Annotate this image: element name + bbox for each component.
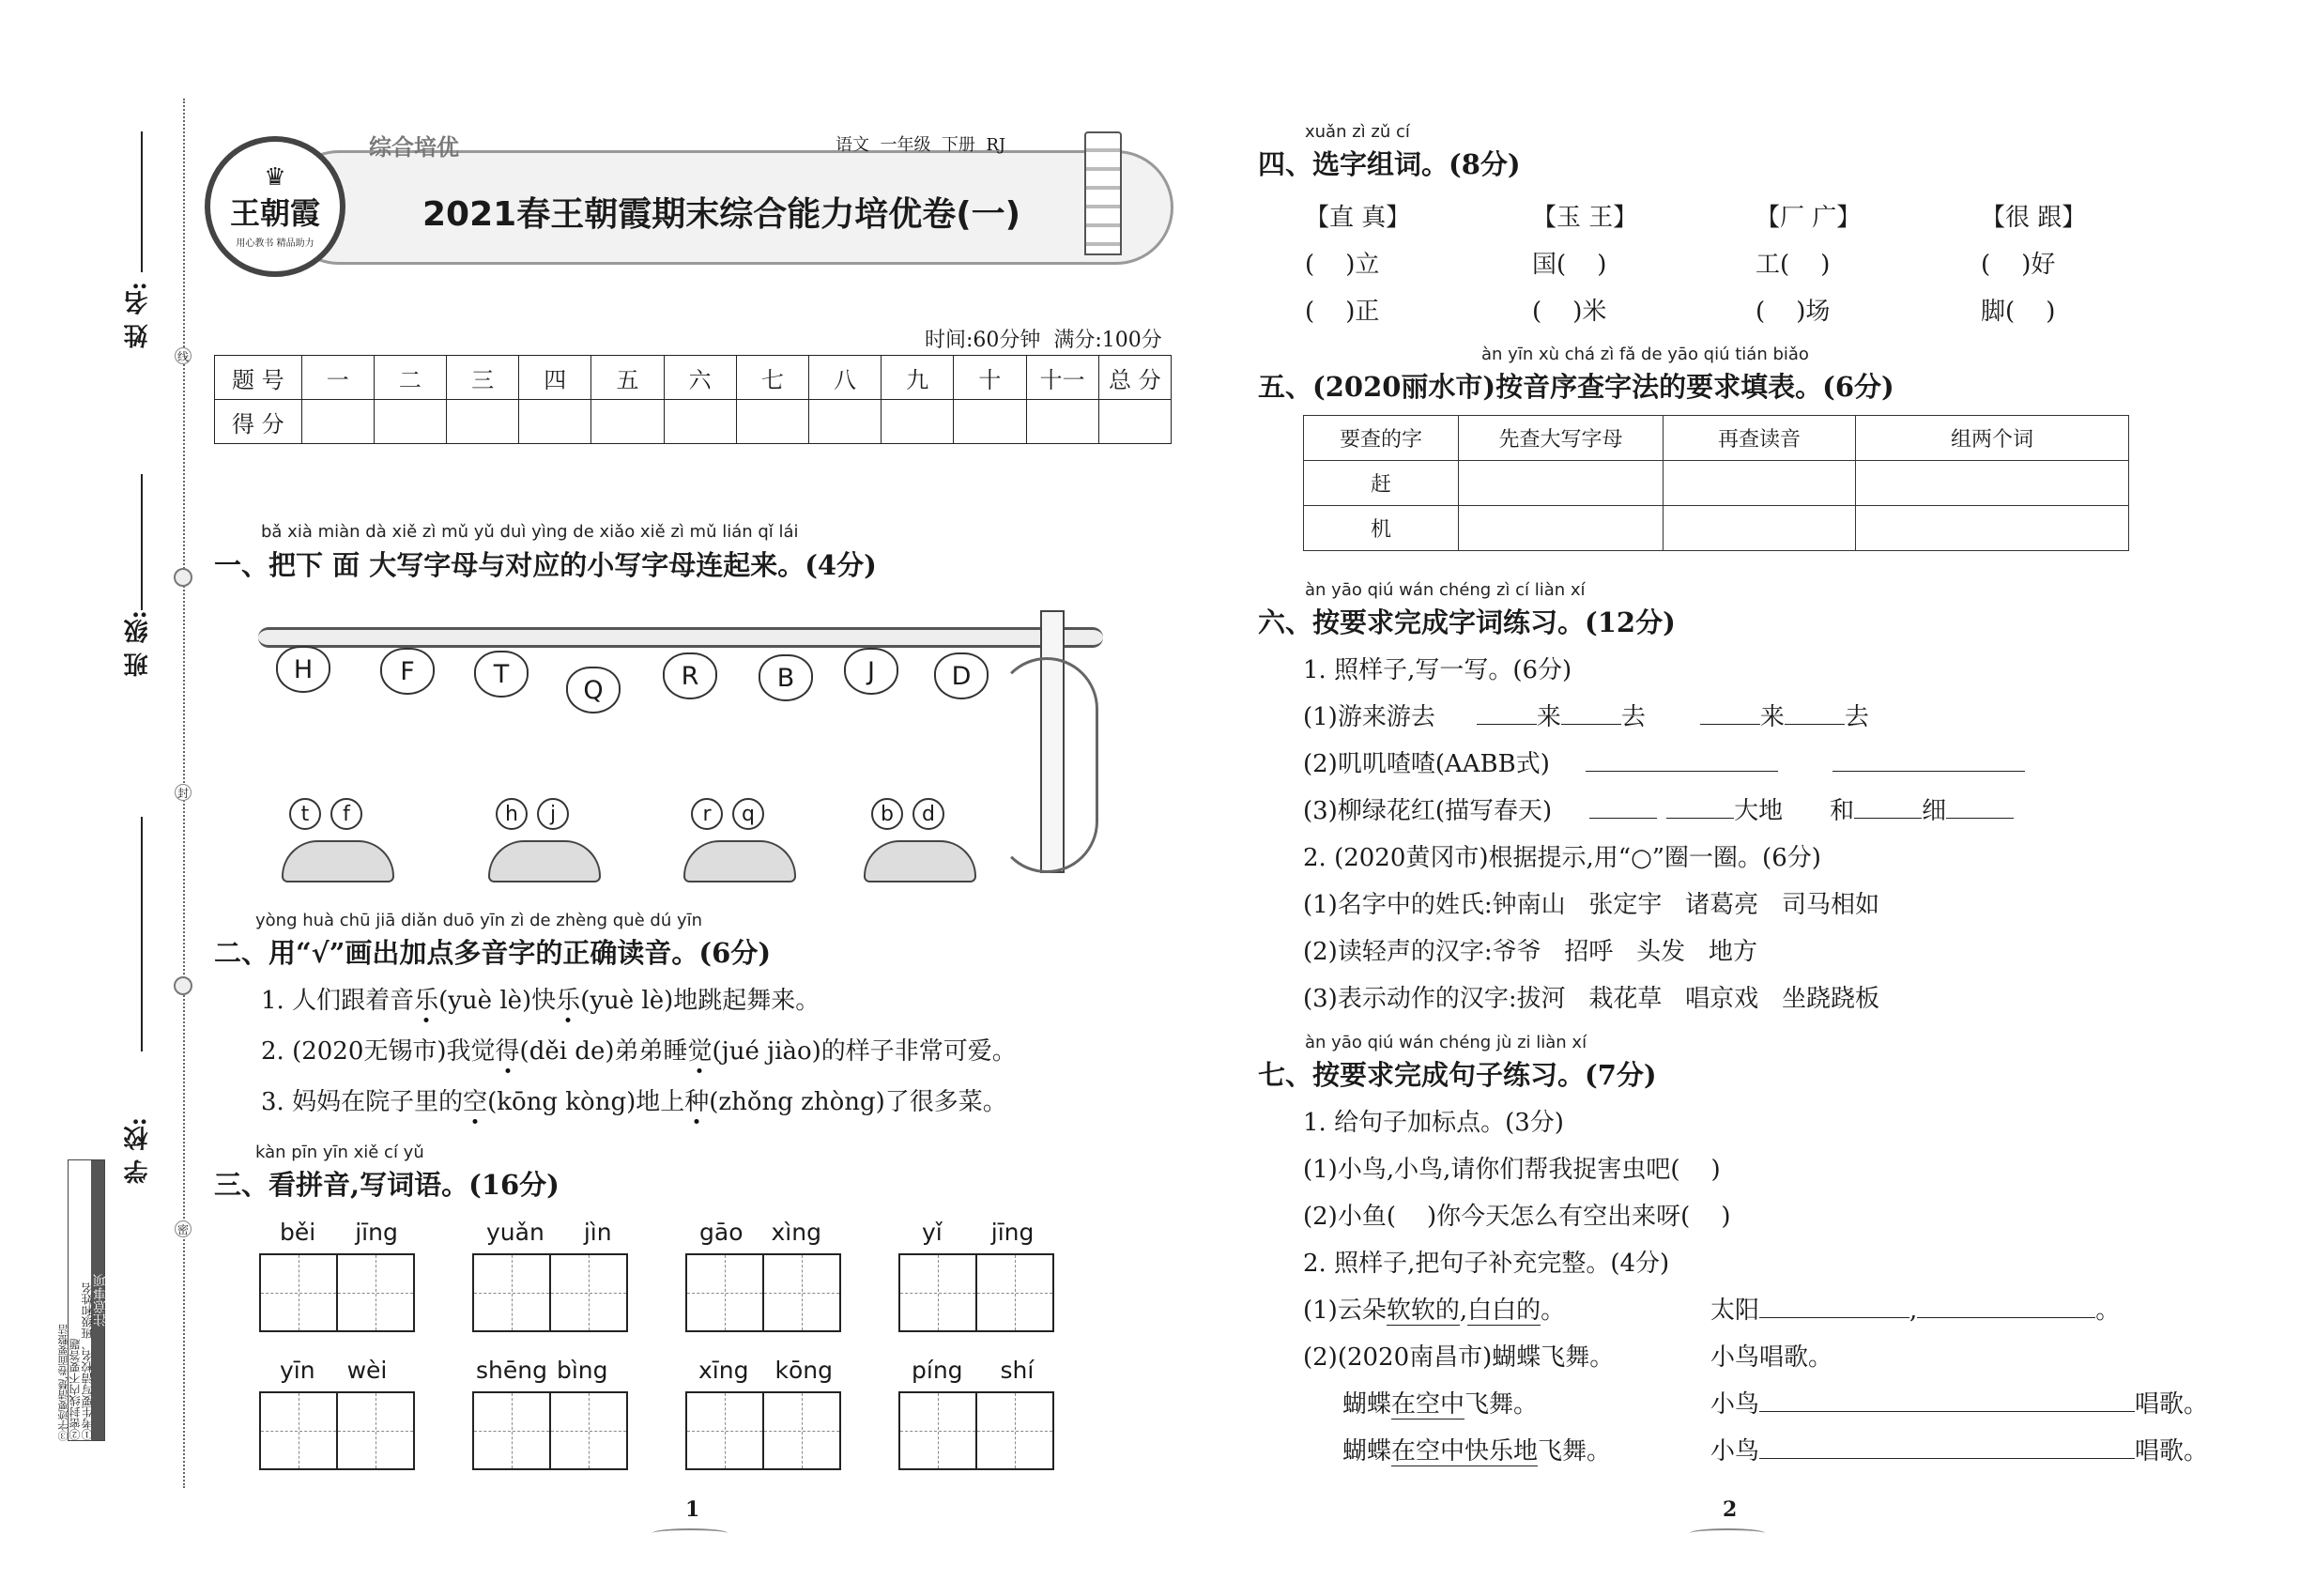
writing-cell[interactable] xyxy=(336,1391,415,1470)
writing-cell[interactable] xyxy=(472,1253,551,1332)
q4-head: 【厂 广】 xyxy=(1756,204,1862,232)
lookup-cell[interactable] xyxy=(1856,461,2129,506)
score-cell[interactable] xyxy=(519,400,591,444)
q1-pinyin: bǎ xià miàn dà xiě zì mǔ yǔ duì yìng de xiǎo xiě zì mǔ lián qǐ lái xyxy=(261,522,799,542)
word-grid xyxy=(898,1357,1052,1470)
lookup-table xyxy=(1303,415,2129,551)
q7-example-2b: 小鸟唱歌。 xyxy=(1710,1343,1833,1372)
q4-group xyxy=(1305,194,1410,335)
q7-answer-4: 小鸟 唱歌。 xyxy=(1710,1437,2209,1466)
score-col: 八 xyxy=(808,356,881,400)
flower-group xyxy=(488,798,601,882)
lowercase-letter[interactable]: b xyxy=(871,798,903,830)
score-header-row xyxy=(215,356,1172,400)
grid-pinyin: jìn xyxy=(583,1219,612,1246)
score-col: 二 xyxy=(374,356,446,400)
page-ornament-left xyxy=(652,1528,728,1538)
answer-blank[interactable] xyxy=(1700,724,1760,725)
q7-title: 七、按要求完成句子练习。(7分) xyxy=(1258,1059,1657,1091)
grid-pinyin: běi xyxy=(280,1219,316,1246)
uppercase-letter[interactable]: Q xyxy=(566,667,621,714)
score-col: 四 xyxy=(519,356,591,400)
lookup-header: 组两个词 xyxy=(1856,416,2129,461)
grid-pinyin: yīn xyxy=(280,1357,315,1384)
lookup-cell[interactable] xyxy=(1664,506,1856,551)
school-blank[interactable] xyxy=(141,817,143,1051)
writing-cell[interactable] xyxy=(762,1253,841,1332)
uppercase-letter[interactable]: R xyxy=(663,652,717,699)
word-grid xyxy=(472,1219,626,1332)
writing-cell[interactable] xyxy=(549,1391,628,1470)
q7-example-2: (2)(2020南昌市)蝴蝶飞舞。 xyxy=(1303,1343,1615,1372)
flower-leaves xyxy=(282,840,394,882)
q5-title: 五、(2020丽水市)按音序查字法的要求填表。(6分) xyxy=(1258,371,1894,403)
word-grid xyxy=(472,1357,626,1470)
q4-blank[interactable]: ( )米 xyxy=(1532,298,1607,326)
q6-part2-title: 2. (2020黄冈市)根据提示,用“○”圈一圈。(6分) xyxy=(1303,844,1821,872)
class-blank[interactable] xyxy=(141,474,143,610)
binding-hole-top xyxy=(174,568,192,587)
writing-cell[interactable] xyxy=(259,1391,338,1470)
answer-blank[interactable] xyxy=(1759,1458,2135,1459)
score-cell[interactable] xyxy=(374,400,446,444)
lowercase-letter[interactable]: j xyxy=(537,798,569,830)
answer-blank[interactable] xyxy=(1586,771,1778,772)
lookup-header: 要查的字 xyxy=(1304,416,1459,461)
q6-item-1: (1)游来游去 来 去 来 去 xyxy=(1303,703,1869,731)
binding-hole-bottom xyxy=(174,976,192,995)
answer-blank[interactable] xyxy=(1917,1317,2095,1318)
q4-pinyin: xuǎn zì zǔ cí xyxy=(1305,122,1410,142)
uppercase-letter[interactable]: B xyxy=(759,654,813,701)
q4-blank[interactable]: ( )正 xyxy=(1305,298,1380,326)
writing-cell[interactable] xyxy=(685,1253,764,1332)
q4-group xyxy=(1756,194,1861,335)
lookup-cell[interactable] xyxy=(1459,506,1664,551)
notice-item: ①考生要写清校名、班级和姓名 xyxy=(81,1282,94,1440)
lookup-cell[interactable] xyxy=(1664,461,1856,506)
q4-blank[interactable]: ( )场 xyxy=(1756,298,1831,326)
score-cell[interactable] xyxy=(736,400,808,444)
score-cell[interactable] xyxy=(954,400,1026,444)
q7-part2-title: 2. 照样子,把句子补充完整。(4分) xyxy=(1303,1250,1670,1278)
uppercase-letter[interactable]: F xyxy=(380,648,435,695)
writing-cell[interactable] xyxy=(685,1391,764,1470)
uppercase-letter[interactable]: H xyxy=(276,646,330,693)
grid-pinyin: píng xyxy=(912,1357,963,1384)
q4-blank[interactable]: 脚( ) xyxy=(1981,298,2056,326)
writing-cell[interactable] xyxy=(472,1391,551,1470)
grid-pinyin: jīng xyxy=(355,1219,398,1246)
grid-pinyin: xīng xyxy=(698,1357,749,1384)
lookup-char: 赶 xyxy=(1304,461,1459,506)
class-label: 班 级: xyxy=(124,610,152,677)
header-meta: 语文 一年级 下册 RJ xyxy=(836,135,1006,155)
lookup-header-row xyxy=(1304,416,2129,461)
q6-circle-item[interactable]: (1)名字中的姓氏:钟南山 张定宇 诸葛亮 司马相如 xyxy=(1303,891,1879,919)
vine-leaves xyxy=(995,657,1098,873)
flower-leaves xyxy=(488,840,601,882)
lookup-cell[interactable] xyxy=(1856,506,2129,551)
q6-circle-item[interactable]: (3)表示动作的汉字:拔河 栽花草 唱京戏 坐跷跷板 xyxy=(1303,985,1879,1013)
score-cell[interactable] xyxy=(808,400,881,444)
name-blank[interactable] xyxy=(141,131,143,272)
logo xyxy=(205,136,345,277)
word-grid xyxy=(898,1219,1052,1332)
flower-leaves xyxy=(864,840,976,882)
lowercase-letter[interactable]: q xyxy=(732,798,764,830)
writing-cell[interactable] xyxy=(898,1391,977,1470)
uppercase-letter[interactable]: T xyxy=(474,651,529,698)
score-col: 三 xyxy=(447,356,519,400)
word-grid xyxy=(259,1219,413,1332)
flower-leaves xyxy=(683,840,796,882)
uppercase-letter[interactable]: D xyxy=(934,652,989,699)
name-label: 姓 名: xyxy=(124,282,152,348)
grid-pinyin: kōng xyxy=(774,1357,833,1384)
logo-subtext: 用心教书 精品助力 xyxy=(236,238,314,249)
lowercase-letter[interactable]: f xyxy=(330,798,362,830)
notice-title: 注意事项 xyxy=(91,1160,104,1440)
q2-title: 二、用“√”画出加点多音字的正确读音。(6分) xyxy=(214,937,772,969)
writing-cell[interactable] xyxy=(259,1253,338,1332)
answer-blank[interactable] xyxy=(1785,724,1845,725)
seal-secret-mark: 密 xyxy=(175,1220,192,1237)
notice-box xyxy=(68,1159,108,1441)
score-col: 九 xyxy=(882,356,954,400)
answer-blank[interactable] xyxy=(1854,818,1922,819)
q4-head: 【玉 王】 xyxy=(1532,204,1638,232)
answer-blank[interactable] xyxy=(1589,818,1657,819)
grid-pinyin: yǐ xyxy=(922,1219,943,1246)
q6-part1-title: 1. 照样子,写一写。(6分) xyxy=(1303,656,1572,684)
q7-answer-1: 太阳 , 。 xyxy=(1710,1297,2121,1325)
q3-pinyin: kàn pīn yīn xiě cí yǔ xyxy=(255,1143,424,1162)
lookup-row xyxy=(1304,461,2129,506)
q5-pinyin: àn yīn xù chá zì fǎ de yāo qiú tián biǎo xyxy=(1481,345,1809,364)
lowercase-letter[interactable]: d xyxy=(912,798,944,830)
score-row-label: 得 分 xyxy=(215,400,302,444)
page-number-left: 1 xyxy=(685,1497,700,1522)
score-col: 七 xyxy=(736,356,808,400)
q7-answer-3: 小鸟 唱歌。 xyxy=(1710,1390,2209,1419)
q7-punct-item[interactable]: (1)小鸟,小鸟,请你们帮我捉害虫吧( ) xyxy=(1303,1156,1721,1184)
writing-cell[interactable] xyxy=(336,1253,415,1332)
q6-item-3: (3)柳绿花红(描写春天) 大地 和 细 xyxy=(1303,791,2014,826)
q4-blank[interactable]: ( )好 xyxy=(1981,251,2056,279)
page-number-right: 2 xyxy=(1723,1497,1738,1522)
lookup-header: 再查读音 xyxy=(1664,416,1856,461)
flower-group xyxy=(864,798,976,882)
q7-example-1: (1)云朵软软的,白白的。 xyxy=(1303,1297,1566,1325)
q4-group xyxy=(1981,194,2086,335)
answer-blank[interactable] xyxy=(1477,724,1537,725)
uppercase-letter[interactable]: J xyxy=(844,648,898,695)
q3-title: 三、看拼音,写词语。(16分) xyxy=(214,1169,560,1201)
score-table xyxy=(214,355,1172,444)
q2-line-2: 2. (2020无锡市)我觉得(děi de)弟弟睡觉(jué jiào)的样子非常可爱。 xyxy=(261,1037,1017,1066)
q6-pinyin: àn yāo qiú wán chéng zì cí liàn xí xyxy=(1305,580,1586,600)
logo-crown-icon: ♛ xyxy=(264,162,286,192)
grid-pinyin: xìng xyxy=(771,1219,821,1246)
q2-line-1: 1. 人们跟着音乐(yuè lè)快乐(yuè lè)地跳起舞来。 xyxy=(261,987,820,1015)
grid-pinyin: yuǎn xyxy=(486,1219,544,1246)
score-col: 六 xyxy=(664,356,736,400)
vine-rope xyxy=(258,627,1103,648)
flower-group xyxy=(282,798,394,882)
answer-blank[interactable] xyxy=(1759,1411,2135,1412)
word-grid xyxy=(685,1219,839,1332)
lookup-header: 先查大写字母 xyxy=(1459,416,1664,461)
lookup-char: 机 xyxy=(1304,506,1459,551)
q7-example-4: 蝴蝶在空中快乐地飞舞。 xyxy=(1342,1437,1612,1466)
lighthouse-illustration xyxy=(1084,131,1122,255)
q7-punct-item[interactable]: (2)小鱼( )你今天怎么有空出来呀( ) xyxy=(1303,1203,1731,1231)
logo-text: 王朝霞 xyxy=(229,194,320,231)
q4-blank[interactable]: 工( ) xyxy=(1756,251,1831,279)
notice-item: ③字迹要清楚,卷面要整洁 xyxy=(57,1324,69,1441)
q4-head: 【很 跟】 xyxy=(1981,204,2087,232)
page-ornament-right xyxy=(1690,1528,1765,1538)
school-label: 学 校: xyxy=(124,1117,152,1184)
score-cell[interactable] xyxy=(882,400,954,444)
q1-title: 一、把下 面 大写字母与对应的小写字母连起来。(4分) xyxy=(214,549,877,581)
grid-pinyin: shí xyxy=(1000,1357,1035,1384)
lowercase-letter[interactable]: h xyxy=(496,798,528,830)
q4-head: 【直 真】 xyxy=(1305,204,1411,232)
answer-blank[interactable] xyxy=(1561,724,1621,725)
lookup-row xyxy=(1304,506,2129,551)
exam-title: 2021春王朝霞期末综合能力培优卷(一) xyxy=(422,195,1021,234)
lowercase-letter[interactable]: t xyxy=(289,798,321,830)
grid-pinyin: shēng xyxy=(476,1357,547,1384)
q4-group xyxy=(1532,194,1637,335)
writing-cell[interactable] xyxy=(898,1253,977,1332)
q4-blank[interactable]: 国( ) xyxy=(1532,251,1607,279)
grid-pinyin: jīng xyxy=(990,1219,1035,1246)
score-cell[interactable] xyxy=(1026,400,1098,444)
score-cell[interactable] xyxy=(591,400,664,444)
score-header-label: 题 号 xyxy=(215,356,302,400)
answer-blank[interactable] xyxy=(1946,818,2014,819)
seal-line-mark: 线 xyxy=(175,347,192,364)
word-grid xyxy=(259,1357,413,1470)
q4-title: 四、选字组词。(8分) xyxy=(1258,148,1521,180)
q2-line-3: 3. 妈妈在院子里的空(kōng kòng)地上种(zhǒng zhòng)了很多菜。 xyxy=(261,1088,1007,1116)
writing-cell[interactable] xyxy=(975,1253,1054,1332)
score-cell[interactable] xyxy=(447,400,519,444)
writing-cell[interactable] xyxy=(762,1391,841,1470)
answer-blank[interactable] xyxy=(1832,771,2025,772)
grid-pinyin: gāo xyxy=(699,1219,744,1246)
grid-pinyin: bìng xyxy=(556,1357,608,1384)
answer-blank[interactable] xyxy=(1759,1317,1909,1318)
q4-blank[interactable]: ( )立 xyxy=(1305,251,1380,279)
word-grid xyxy=(685,1357,839,1470)
score-row xyxy=(215,400,1172,444)
score-col: 总 分 xyxy=(1098,356,1171,400)
notice-item: ②密封线内不要答题 xyxy=(69,1339,82,1440)
seal-seal-mark: 封 xyxy=(175,784,192,801)
writing-cell[interactable] xyxy=(975,1391,1054,1470)
score-col: 一 xyxy=(301,356,374,400)
q6-circle-item[interactable]: (2)读轻声的汉字:爷爷 招呼 头发 地方 xyxy=(1303,938,1757,966)
grid-pinyin: wèi xyxy=(346,1357,388,1384)
q6-item-2: (2)叽叽喳喳(AABB式) xyxy=(1303,744,2025,779)
score-cell[interactable] xyxy=(664,400,736,444)
header-tag: 综合培优 xyxy=(369,133,459,161)
score-cell[interactable] xyxy=(301,400,374,444)
lowercase-letter[interactable]: r xyxy=(691,798,723,830)
score-col: 五 xyxy=(591,356,664,400)
q7-example-3: 蝴蝶在空中飞舞。 xyxy=(1342,1390,1539,1419)
score-col: 十一 xyxy=(1026,356,1098,400)
score-col: 十 xyxy=(954,356,1026,400)
q6-title: 六、按要求完成字词练习。(12分) xyxy=(1258,606,1676,638)
lookup-cell[interactable] xyxy=(1459,461,1664,506)
answer-blank[interactable] xyxy=(1666,818,1734,819)
q2-pinyin: yòng huà chū jiā diǎn duō yīn zì de zhèng què dú yīn xyxy=(255,911,703,930)
writing-cell[interactable] xyxy=(549,1253,628,1332)
score-cell[interactable] xyxy=(1098,400,1171,444)
q7-pinyin: àn yāo qiú wán chéng jù zi liàn xí xyxy=(1305,1033,1587,1052)
flower-group xyxy=(683,798,796,882)
exam-info: 时间:60分钟 满分:100分 xyxy=(925,329,1162,352)
q7-part1-title: 1. 给句子加标点。(3分) xyxy=(1303,1109,1564,1137)
